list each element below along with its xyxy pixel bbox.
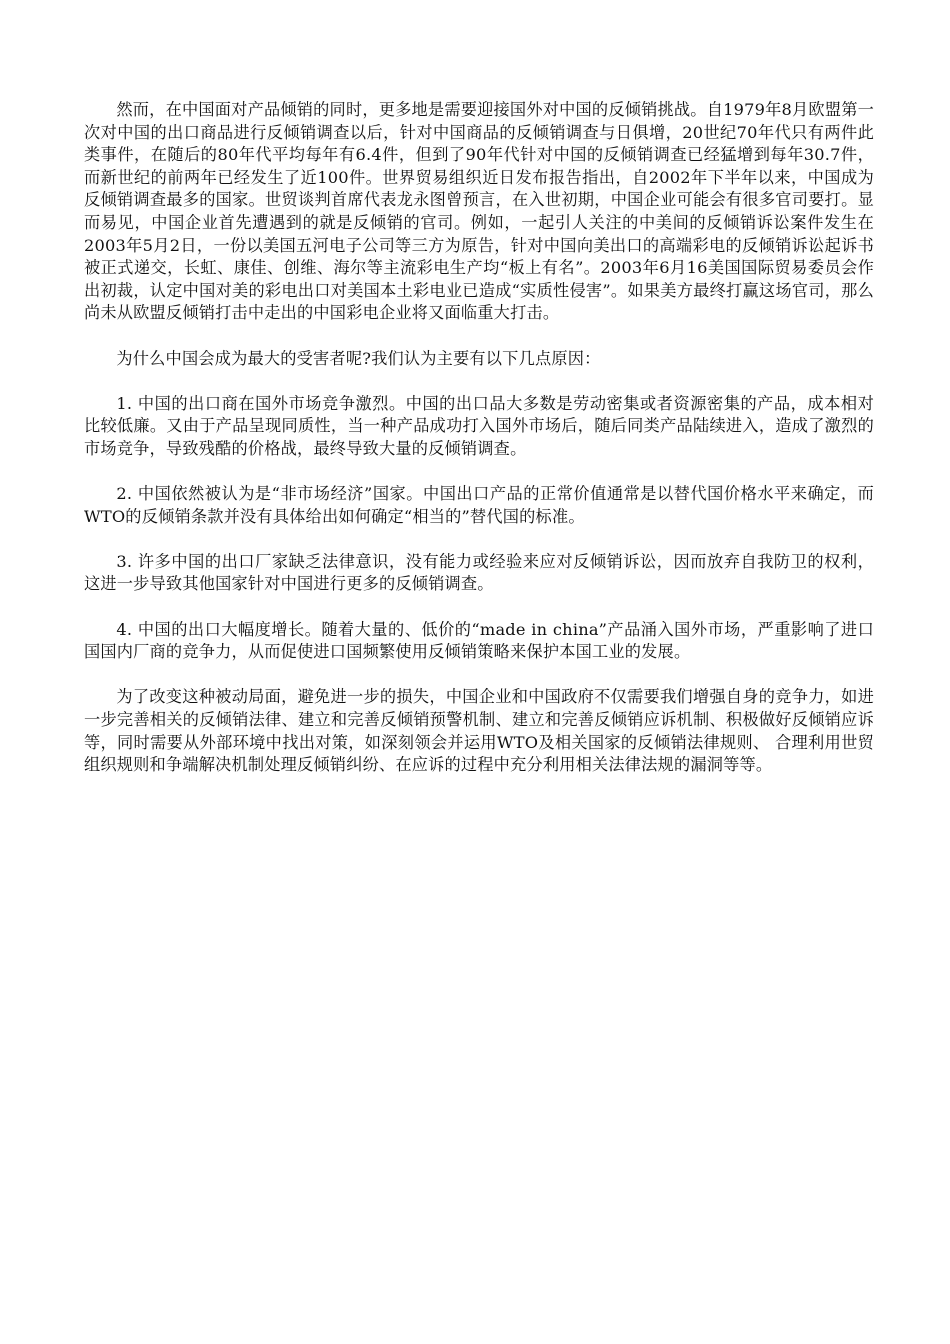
document-body	[84, 99, 874, 777]
paragraph-question: 为什么中国会成为最大的受害者呢?我们认为主要有以下几点原因：	[116, 348, 601, 368]
paragraph-reason-1: 1. 中国的出口商在国外市场竞争激烈。中国的出口品大多数是劳动密集或者资源密集的产品，成本相对比较低廉。又由于产品呈现同质性，当一种产品成功打入国外市场后，随后同类产品陆续进入，造成了激烈的市场竞争，导致残酷的价格战，最终导致大量的反倾销调查。	[84, 393, 874, 458]
paragraph-conclusion: 为了改变这种被动局面，避免进一步的损失，中国企业和中国政府不仅需要我们增强自身的竞争力，如进一步完善相关的反倾销法律、建立和完善反倾销预警机制、建立和完善反倾销应诉机制、积极做好反倾销应诉等，同时需要从外部环境中找出对策，如深刻领会并运用WTO及相关国家的反倾销法律规则、 合理利用世贸组织规则和争端解决机制处理反倾销纠纷、在应诉的过程中充分利用相关法律法规的漏洞等等。	[84, 687, 874, 775]
paragraph-reason-4: 4. 中国的出口大幅度增长。随着大量的、低价的“made in china”产品涌入国外市场，严重影响了进口国国内厂商的竞争力，从而促使进口国频繁使用反倾销策略来保护本国工业的发展。	[84, 619, 874, 662]
paragraph-reason-3: 3. 许多中国的出口厂家缺乏法律意识，没有能力或经验来应对反倾销诉讼，因而放弃自我防卫的权利，这进一步导致其他国家针对中国进行更多的反倾销调查。	[84, 551, 874, 594]
paragraph-antidumping-history: 然而，在中国面对产品倾销的同时，更多地是需要迎接国外对中国的反倾销挑战。自1979年8月欧盟第一次对中国的出口商品进行反倾销调查以后，针对中国商品的反倾销调查与日俱增，20世纪70年代只有两件此类事件，在随后的80年代平均每年有6.4件，但到了90年代针对中国的反倾销调查已经猛增到每年30.7件，而新世纪的前两年已经发生了近100件。世界贸易组织近日发布报告指出，自2002年下半年以来，中国成为反倾销调查最多的国家。世贸谈判首席代表龙永图曾预言，在入世初期，中国企业可能会有很多官司要打。显而易见，中国企业首先遭遇到的就是反倾销的官司。例如，一起引人关注的中美间的反倾销诉讼案件发生在2003年5月2日，一份以美国五河电子公司等三方为原告，针对中国向美出口的高端彩电的反倾销诉讼起诉书被正式递交，长虹、康佳、创维、海尔等主流彩电生产均“板上有名”。2003年6月16美国国际贸易委员会作出初裁，认定中国对美的彩电出口对美国本土彩电业已造成“实质性侵害”。如果美方最终打赢这场官司，那么尚未从欧盟反倾销打击中走出的中国彩电企业将又面临重大打击。	[84, 100, 874, 323]
paragraph-reason-2: 2. 中国依然被认为是“非市场经济”国家。中国出口产品的正常价值通常是以替代国价格水平来确定，而WTO的反倾销条款并没有具体给出如何确定“相当的”替代国的标准。	[84, 484, 874, 526]
